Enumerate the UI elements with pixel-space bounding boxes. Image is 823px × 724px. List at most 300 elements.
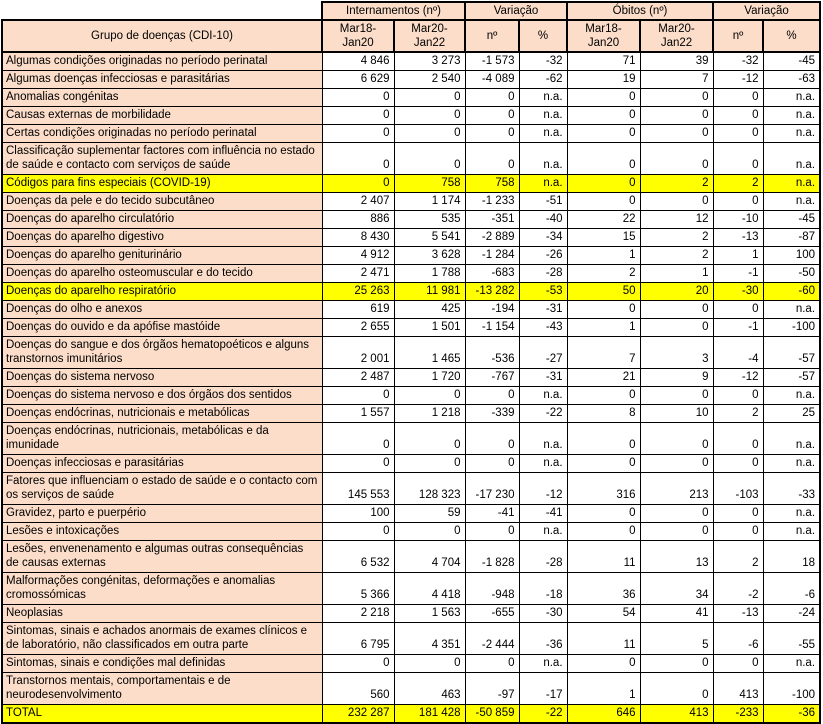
value-cell: -32 xyxy=(713,52,763,71)
value-cell: -87 xyxy=(763,229,820,247)
value-cell: 2 487 xyxy=(322,369,394,387)
table-row xyxy=(2,211,820,229)
value-cell: 0 xyxy=(322,455,394,473)
value-cell: -13 xyxy=(713,229,763,247)
value-cell: 36 xyxy=(567,573,640,605)
value-cell: -536 xyxy=(465,337,519,369)
value-cell: 560 xyxy=(322,673,394,705)
value-cell: n.a. xyxy=(519,175,567,193)
table-row xyxy=(2,523,820,541)
value-cell: 1 501 xyxy=(394,319,465,337)
value-cell: 6 532 xyxy=(322,541,394,573)
row-name-cell: Códigos para fins especiais (COVID-19) xyxy=(2,175,322,193)
value-cell: n.a. xyxy=(519,523,567,541)
column-header-internamentos-mar18-jan20: Mar18-Jan20 xyxy=(322,20,394,52)
value-cell: -62 xyxy=(519,71,567,89)
value-cell: -22 xyxy=(519,705,567,724)
value-cell: -1 154 xyxy=(465,319,519,337)
row-name-cell: Doenças da pele e do tecido subcutâneo xyxy=(2,193,322,211)
value-cell: 0 xyxy=(567,175,640,193)
value-cell: 0 xyxy=(640,319,713,337)
row-name-cell: TOTAL xyxy=(2,705,322,724)
table-row xyxy=(2,193,820,211)
value-cell: 0 xyxy=(465,387,519,405)
value-cell: 2 540 xyxy=(394,71,465,89)
value-cell: 758 xyxy=(394,175,465,193)
value-cell: -4 089 xyxy=(465,71,519,89)
value-cell: 535 xyxy=(394,211,465,229)
value-cell: 0 xyxy=(640,143,713,175)
value-cell: 34 xyxy=(640,573,713,605)
table-row xyxy=(2,473,820,505)
row-name-cell: Transtornos mentais, comportamentais e de neurodesenvolvimento xyxy=(2,673,322,705)
value-cell: 1 xyxy=(567,319,640,337)
value-cell: 0 xyxy=(322,175,394,193)
value-cell: -97 xyxy=(465,673,519,705)
value-cell: 21 xyxy=(567,369,640,387)
value-cell: -12 xyxy=(713,71,763,89)
value-cell: -53 xyxy=(519,283,567,301)
value-cell: 1 xyxy=(567,673,640,705)
value-cell: -18 xyxy=(519,573,567,605)
value-cell: 0 xyxy=(465,125,519,143)
value-cell: -100 xyxy=(763,673,820,705)
value-cell: 0 xyxy=(567,89,640,107)
value-cell: 2 xyxy=(713,175,763,193)
value-cell: -50 xyxy=(763,265,820,283)
column-header-variacao-ob-n: nº xyxy=(713,20,763,52)
value-cell: 0 xyxy=(713,193,763,211)
value-cell: -2 xyxy=(713,573,763,605)
row-name-cell: Certas condições originadas no período perinatal xyxy=(2,125,322,143)
value-cell: -13 xyxy=(713,605,763,623)
value-cell: -30 xyxy=(713,283,763,301)
value-cell: 0 xyxy=(322,423,394,455)
row-name-cell: Doenças infecciosas e parasitárias xyxy=(2,455,322,473)
value-cell: -100 xyxy=(763,319,820,337)
row-name-cell: Algumas condições originadas no período perinatal xyxy=(2,52,322,71)
value-cell: 1 xyxy=(567,247,640,265)
row-name-cell: Lesões, envenenamento e algumas outras consequências de causas externas xyxy=(2,541,322,573)
value-cell: 5 541 xyxy=(394,229,465,247)
value-cell: 2 407 xyxy=(322,193,394,211)
value-cell: 22 xyxy=(567,211,640,229)
row-name-cell: Doenças do sistema nervoso e dos órgãos dos sentidos xyxy=(2,387,322,405)
table-row xyxy=(2,89,820,107)
value-cell: 0 xyxy=(567,301,640,319)
value-cell: n.a. xyxy=(519,125,567,143)
value-cell: -2 444 xyxy=(465,623,519,655)
value-cell: 4 351 xyxy=(394,623,465,655)
value-cell: 3 xyxy=(640,337,713,369)
value-cell: -683 xyxy=(465,265,519,283)
table-row xyxy=(2,337,820,369)
value-cell: 3 628 xyxy=(394,247,465,265)
value-cell: n.a. xyxy=(519,423,567,455)
value-cell: 2 xyxy=(640,229,713,247)
value-cell: 2 xyxy=(713,541,763,573)
value-cell: 0 xyxy=(394,107,465,125)
value-cell: -233 xyxy=(713,705,763,724)
value-cell: -50 859 xyxy=(465,705,519,724)
value-cell: -948 xyxy=(465,573,519,605)
value-cell: 0 xyxy=(567,125,640,143)
value-cell: 758 xyxy=(465,175,519,193)
value-cell: -27 xyxy=(519,337,567,369)
column-header-variacao-int-n: nº xyxy=(465,20,519,52)
value-cell: -55 xyxy=(763,623,820,655)
value-cell: 1 465 xyxy=(394,337,465,369)
value-cell: 0 xyxy=(394,455,465,473)
value-cell: 0 xyxy=(465,423,519,455)
value-cell: 0 xyxy=(394,89,465,107)
value-cell: -32 xyxy=(519,52,567,71)
table-row xyxy=(2,387,820,405)
value-cell: 1 218 xyxy=(394,405,465,423)
value-cell: 0 xyxy=(640,89,713,107)
value-cell: 316 xyxy=(567,473,640,505)
row-name-cell: Doenças endócrinas, nutricionais e metabólicas xyxy=(2,405,322,423)
value-cell: n.a. xyxy=(763,455,820,473)
group-header-variacao-obitos: Variação xyxy=(713,2,820,20)
value-cell: 5 xyxy=(640,623,713,655)
value-cell: 15 xyxy=(567,229,640,247)
table-row xyxy=(2,541,820,573)
value-cell: 1 563 xyxy=(394,605,465,623)
value-cell: 41 xyxy=(640,605,713,623)
value-cell: -60 xyxy=(763,283,820,301)
value-cell: n.a. xyxy=(519,143,567,175)
value-cell: 0 xyxy=(322,655,394,673)
row-name-cell: Fatores que influenciam o estado de saúde e o contacto com os serviços de saúde xyxy=(2,473,322,505)
value-cell: 0 xyxy=(567,193,640,211)
value-cell: -17 230 xyxy=(465,473,519,505)
value-cell: 11 981 xyxy=(394,283,465,301)
table-header xyxy=(2,2,820,52)
value-cell: 0 xyxy=(394,423,465,455)
table-row xyxy=(2,143,820,175)
table-row xyxy=(2,247,820,265)
value-cell: 0 xyxy=(465,455,519,473)
table-row xyxy=(2,125,820,143)
value-cell: -36 xyxy=(763,705,820,724)
value-cell: 0 xyxy=(640,655,713,673)
table-row xyxy=(2,455,820,473)
row-name-cell: Doenças do sangue e dos órgãos hematopoéticos e alguns transtornos imunitários xyxy=(2,337,322,369)
value-cell: -12 xyxy=(519,473,567,505)
value-cell: -1 233 xyxy=(465,193,519,211)
value-cell: 181 428 xyxy=(394,705,465,724)
value-cell: 59 xyxy=(394,505,465,523)
value-cell: n.a. xyxy=(763,107,820,125)
value-cell: 2 xyxy=(713,405,763,423)
value-cell: n.a. xyxy=(519,387,567,405)
value-cell: n.a. xyxy=(763,175,820,193)
value-cell: -1 xyxy=(713,265,763,283)
value-cell: 19 xyxy=(567,71,640,89)
value-cell: 0 xyxy=(713,655,763,673)
value-cell: 5 366 xyxy=(322,573,394,605)
value-cell: 25 263 xyxy=(322,283,394,301)
value-cell: 619 xyxy=(322,301,394,319)
value-cell: 463 xyxy=(394,673,465,705)
value-cell: 0 xyxy=(640,505,713,523)
value-cell: 0 xyxy=(640,673,713,705)
row-name-cell: Algumas doenças infecciosas e parasitárias xyxy=(2,71,322,89)
value-cell: 0 xyxy=(713,107,763,125)
row-name-cell: Doenças do olho e anexos xyxy=(2,301,322,319)
column-header-variacao-ob-pct: % xyxy=(763,20,820,52)
value-cell: n.a. xyxy=(763,523,820,541)
value-cell: 18 xyxy=(763,541,820,573)
group-header-row xyxy=(2,2,820,20)
value-cell: 0 xyxy=(567,523,640,541)
value-cell: n.a. xyxy=(763,655,820,673)
value-cell: 232 287 xyxy=(322,705,394,724)
value-cell: 11 xyxy=(567,541,640,573)
value-cell: 1 xyxy=(640,265,713,283)
value-cell: -767 xyxy=(465,369,519,387)
value-cell: 9 xyxy=(640,369,713,387)
value-cell: -103 xyxy=(713,473,763,505)
row-name-cell: Doenças do sistema nervoso xyxy=(2,369,322,387)
value-cell: -6 xyxy=(763,573,820,605)
value-cell: 1 xyxy=(713,247,763,265)
value-cell: 0 xyxy=(713,455,763,473)
value-cell: 0 xyxy=(322,125,394,143)
value-cell: 0 xyxy=(713,523,763,541)
value-cell: 1 788 xyxy=(394,265,465,283)
value-cell: 12 xyxy=(640,211,713,229)
value-cell: 2 471 xyxy=(322,265,394,283)
value-cell: 1 557 xyxy=(322,405,394,423)
value-cell: -24 xyxy=(763,605,820,623)
table-row xyxy=(2,265,820,283)
value-cell: 0 xyxy=(640,455,713,473)
value-cell: 0 xyxy=(713,301,763,319)
value-cell: -57 xyxy=(763,337,820,369)
table-row xyxy=(2,71,820,89)
value-cell: 0 xyxy=(640,301,713,319)
value-cell: 0 xyxy=(567,505,640,523)
table-row xyxy=(2,505,820,523)
value-cell: 7 xyxy=(567,337,640,369)
value-cell: -41 xyxy=(519,505,567,523)
row-name-cell: Causas externas de morbilidade xyxy=(2,107,322,125)
value-cell: 6 795 xyxy=(322,623,394,655)
value-cell: -22 xyxy=(519,405,567,423)
column-header-obitos-mar18-jan20: Mar18-Jan20 xyxy=(567,20,640,52)
value-cell: 100 xyxy=(322,505,394,523)
value-cell: 413 xyxy=(713,673,763,705)
value-cell: n.a. xyxy=(519,655,567,673)
value-cell: -30 xyxy=(519,605,567,623)
row-name-cell: Doenças do aparelho circulatório xyxy=(2,211,322,229)
value-cell: 213 xyxy=(640,473,713,505)
row-name-cell: Doenças endócrinas, nutricionais, metabólicas e da imunidade xyxy=(2,423,322,455)
column-header-variacao-int-pct: % xyxy=(519,20,567,52)
value-cell: 0 xyxy=(640,193,713,211)
value-cell: -1 828 xyxy=(465,541,519,573)
value-cell: 3 273 xyxy=(394,52,465,71)
value-cell: 1 174 xyxy=(394,193,465,211)
value-cell: 0 xyxy=(640,423,713,455)
value-cell: 0 xyxy=(713,387,763,405)
table-row xyxy=(2,623,820,655)
row-name-cell: Doenças do aparelho digestivo xyxy=(2,229,322,247)
value-cell: n.a. xyxy=(519,89,567,107)
value-cell: -51 xyxy=(519,193,567,211)
row-name-cell: Malformações congénitas, deformações e anomalias cromossómicas xyxy=(2,573,322,605)
column-header-internamentos-mar20-jan22: Mar20-Jan22 xyxy=(394,20,465,52)
value-cell: 0 xyxy=(640,125,713,143)
value-cell: 0 xyxy=(465,89,519,107)
value-cell: 0 xyxy=(713,125,763,143)
row-name-cell: Gravidez, parto e puerpério xyxy=(2,505,322,523)
value-cell: -45 xyxy=(763,52,820,71)
value-cell: -28 xyxy=(519,541,567,573)
table-row-highlighted xyxy=(2,705,820,724)
row-name-cell: Doenças do aparelho osteomuscular e do tecido xyxy=(2,265,322,283)
value-cell: 0 xyxy=(713,89,763,107)
value-cell: -33 xyxy=(763,473,820,505)
value-cell: 0 xyxy=(567,455,640,473)
value-cell: 2 xyxy=(567,265,640,283)
value-cell: 646 xyxy=(567,705,640,724)
value-cell: 0 xyxy=(567,107,640,125)
value-cell: 0 xyxy=(713,423,763,455)
row-name-cell: Doenças do aparelho geniturinário xyxy=(2,247,322,265)
table-row xyxy=(2,405,820,423)
table-row xyxy=(2,301,820,319)
value-cell: -6 xyxy=(713,623,763,655)
value-cell: 886 xyxy=(322,211,394,229)
value-cell: 1 720 xyxy=(394,369,465,387)
value-cell: 0 xyxy=(567,143,640,175)
value-cell: -351 xyxy=(465,211,519,229)
value-cell: 0 xyxy=(322,89,394,107)
row-name-cell: Doenças do aparelho respiratório xyxy=(2,283,322,301)
value-cell: 2 xyxy=(640,247,713,265)
value-cell: -31 xyxy=(519,369,567,387)
value-cell: 6 629 xyxy=(322,71,394,89)
row-name-cell: Doenças do ouvido e da apófise mastóide xyxy=(2,319,322,337)
value-cell: n.a. xyxy=(763,505,820,523)
value-cell: 2 xyxy=(640,175,713,193)
value-cell: -36 xyxy=(519,623,567,655)
value-cell: 50 xyxy=(567,283,640,301)
value-cell: -57 xyxy=(763,369,820,387)
value-cell: -1 xyxy=(713,319,763,337)
value-cell: 0 xyxy=(322,143,394,175)
value-cell: 7 xyxy=(640,71,713,89)
value-cell: 25 xyxy=(763,405,820,423)
value-cell: 2 218 xyxy=(322,605,394,623)
row-name-cell: Lesões e intoxicações xyxy=(2,523,322,541)
value-cell: 413 xyxy=(640,705,713,724)
value-cell: -12 xyxy=(713,369,763,387)
value-cell: 0 xyxy=(465,143,519,175)
value-cell: n.a. xyxy=(519,107,567,125)
table-row xyxy=(2,369,820,387)
value-cell: 2 655 xyxy=(322,319,394,337)
value-cell: -26 xyxy=(519,247,567,265)
value-cell: 0 xyxy=(322,107,394,125)
value-cell: 13 xyxy=(640,541,713,573)
table-row xyxy=(2,605,820,623)
value-cell: -45 xyxy=(763,211,820,229)
value-cell: n.a. xyxy=(763,301,820,319)
row-name-cell: Anomalias congénitas xyxy=(2,89,322,107)
value-cell: -339 xyxy=(465,405,519,423)
value-cell: 0 xyxy=(713,143,763,175)
value-cell: -13 282 xyxy=(465,283,519,301)
column-header-obitos-mar20-jan22: Mar20-Jan22 xyxy=(640,20,713,52)
value-cell: 0 xyxy=(465,107,519,125)
value-cell: 71 xyxy=(567,52,640,71)
value-cell: 0 xyxy=(713,505,763,523)
column-header-grupo-de-doencas: Grupo de doenças (CDI-10) xyxy=(2,20,322,52)
value-cell: -1 284 xyxy=(465,247,519,265)
value-cell: 0 xyxy=(322,523,394,541)
table-row xyxy=(2,655,820,673)
value-cell: n.a. xyxy=(519,455,567,473)
value-cell: 0 xyxy=(640,387,713,405)
disease-table xyxy=(1,1,821,724)
table-row-highlighted xyxy=(2,283,820,301)
group-header-variacao-internamentos: Variação xyxy=(465,2,567,20)
value-cell: -10 xyxy=(713,211,763,229)
row-name-cell: Neoplasias xyxy=(2,605,322,623)
value-cell: -4 xyxy=(713,337,763,369)
value-cell: 0 xyxy=(394,387,465,405)
table-row xyxy=(2,229,820,247)
value-cell: 4 846 xyxy=(322,52,394,71)
value-cell: 2 001 xyxy=(322,337,394,369)
value-cell: 0 xyxy=(394,125,465,143)
value-cell: -41 xyxy=(465,505,519,523)
value-cell: 4 912 xyxy=(322,247,394,265)
value-cell: -194 xyxy=(465,301,519,319)
value-cell: 8 430 xyxy=(322,229,394,247)
table-row xyxy=(2,673,820,705)
value-cell: 0 xyxy=(465,655,519,673)
row-name-cell: Classificação suplementar factores com influência no estado de saúde e contacto com serviços de saúde xyxy=(2,143,322,175)
value-cell: 8 xyxy=(567,405,640,423)
value-cell: 0 xyxy=(394,655,465,673)
value-cell: -34 xyxy=(519,229,567,247)
value-cell: 0 xyxy=(465,523,519,541)
value-cell: 128 323 xyxy=(394,473,465,505)
value-cell: n.a. xyxy=(763,193,820,211)
value-cell: n.a. xyxy=(763,89,820,107)
value-cell: 0 xyxy=(394,143,465,175)
value-cell: -28 xyxy=(519,265,567,283)
table-row-highlighted xyxy=(2,175,820,193)
table-row xyxy=(2,423,820,455)
sub-header-row xyxy=(2,20,820,52)
value-cell: 100 xyxy=(763,247,820,265)
value-cell: 0 xyxy=(322,387,394,405)
value-cell: 11 xyxy=(567,623,640,655)
table-row xyxy=(2,107,820,125)
value-cell: 0 xyxy=(640,523,713,541)
table-row xyxy=(2,319,820,337)
value-cell: n.a. xyxy=(763,125,820,143)
value-cell: 0 xyxy=(640,107,713,125)
value-cell: 425 xyxy=(394,301,465,319)
value-cell: -43 xyxy=(519,319,567,337)
